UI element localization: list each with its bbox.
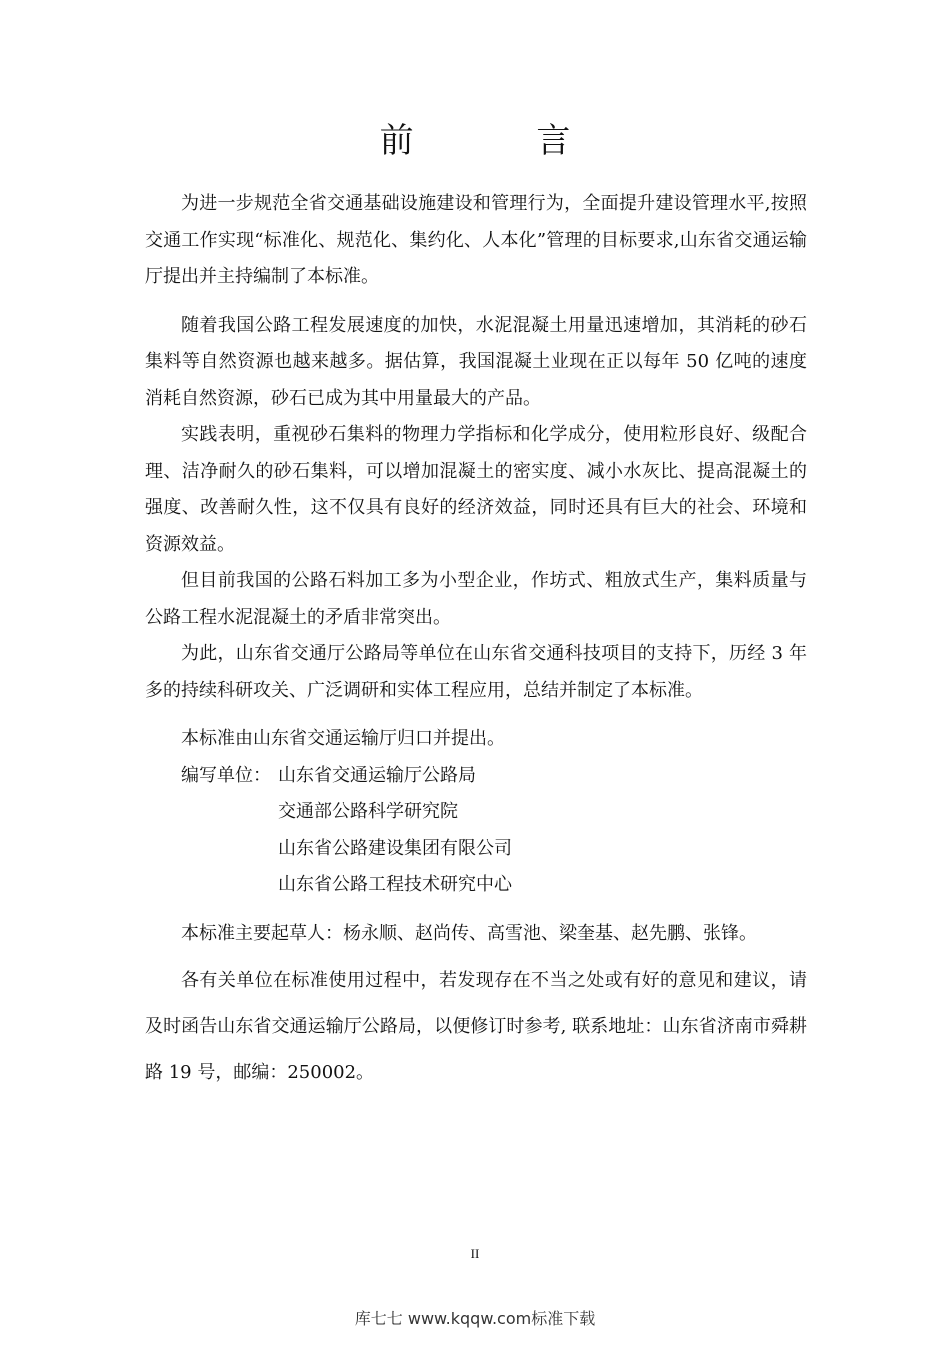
drafting-units — [145, 758, 807, 904]
document-body — [145, 186, 807, 1096]
drafting-unit-row — [145, 794, 807, 831]
paragraph-growth: 随着我国公路工程发展速度的加快，水泥混凝土用量迅速增加，其消耗的砂石集料等自然资源也越来越多。据估算，我国混凝土业现在正以每年 50 亿吨的速度消耗自然资源，砂石已成为其中用量最大的产品。 — [145, 314, 807, 409]
drafting-unit: 交通部公路科学研究院 — [278, 801, 458, 822]
proposer-statement: 本标准由山东省交通运输厅归口并提出。 — [181, 728, 505, 749]
page-number: II — [470, 1246, 480, 1261]
paragraph-status: 但目前我国的公路石料加工多为小型企业，作坊式、粗放式生产，集料质量与公路工程水泥混凝土的矛盾非常突出。 — [145, 570, 807, 628]
page-title: 前 言 — [379, 121, 627, 161]
feedback-statement: 各有关单位在标准使用过程中，若发现存在不当之处或有好的意见和建议，请及时函告山东省交通运输厅公路局，以便修订时参考, 联系地址：山东省济南市舜耕路 19 号，邮编：250002。 — [145, 970, 807, 1083]
paragraph-research: 为此，山东省交通厅公路局等单位在山东省交通科技项目的支持下，历经 3 年多的持续科研攻关、广泛调研和实体工程应用，总结并制定了本标准。 — [145, 643, 807, 701]
paragraph-practice: 实践表明，重视砂石集料的物理力学指标和化学成分，使用粒形良好、级配合理、洁净耐久的砂石集料，可以增加混凝土的密实度、减小水灰比、提高混凝土的强度、改善耐久性，这不仅具有良好的经济效益，同时还具有巨大的社会、环境和资源效益。 — [145, 424, 807, 555]
drafting-unit: 山东省公路建设集团有限公司 — [278, 837, 512, 859]
drafting-unit-row — [145, 867, 807, 904]
footer-watermark: 库七七 www.kqqw.com标准下载 — [354, 1309, 596, 1328]
drafting-units-label: 编写单位： — [181, 764, 271, 786]
drafting-unit-row — [145, 758, 807, 795]
drafting-unit-row — [145, 831, 807, 868]
drafting-unit: 山东省公路工程技术研究中心 — [278, 874, 512, 895]
drafting-unit: 山东省交通运输厅公路局 — [278, 764, 476, 786]
drafters-statement: 本标准主要起草人：杨永顺、赵尚传、高雪池、梁奎基、赵先鹏、张锋。 — [181, 922, 757, 944]
paragraph-intro: 为进一步规范全省交通基础设施建设和管理行为，全面提升建设管理水平,按照交通工作实现“标准化、规范化、集约化、人本化”管理的目标要求,山东省交通运输厅提出并主持编制了本标准。 — [145, 193, 807, 287]
